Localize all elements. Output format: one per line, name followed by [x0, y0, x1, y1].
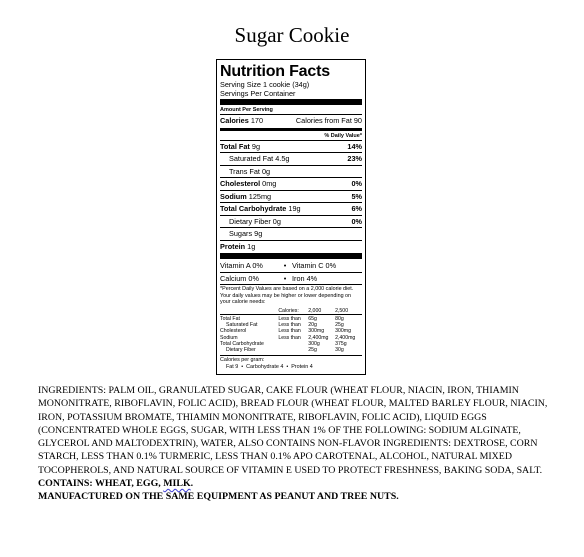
calories-row: [220, 114, 362, 127]
thick-divider: [220, 99, 362, 105]
vitamin-row: Calcium 0% • Iron 4%: [220, 272, 362, 285]
table-row: Dietary Fiber 25g 30g: [226, 347, 344, 353]
table-row: Cholesterol Less than 300mg 300mg: [220, 328, 351, 335]
nutrient-row-protein: Protein 1g: [220, 240, 362, 253]
nutrient-row-cholesterol: Cholesterol 0mg 0%: [220, 179, 362, 188]
page-title: Sugar Cookie: [234, 23, 350, 47]
nutrient-row-total-fat: Total Fat 9g 14%: [220, 141, 362, 151]
nutrient-row-sodium: Sodium 125mg 5%: [220, 191, 362, 201]
bullet-icon: •: [283, 261, 287, 270]
nutrient-row-dietary-fiber: Dietary Fiber 0g 0%: [220, 215, 362, 228]
calories-per-gram: Calories per gram: Fat 9 • Carbohydrate 4 • Protein 4: [220, 355, 362, 370]
ingredients-section: [38, 384, 550, 504]
vitamin-row: Vitamin A 0% • Vitamin C 0%: [220, 261, 337, 270]
nutrient-row-saturated-fat: Saturated Fat 4.5g 23%: [220, 152, 362, 165]
calories-per-gram-values: Fat 9 • Carbohydrate 4 • Protein 4: [226, 363, 313, 370]
nutrition-facts-title: Nutrition Facts: [220, 63, 330, 80]
table-row: Total Fat Less than 65g 80g: [220, 315, 344, 322]
calories-from-fat: Calories from Fat 90: [295, 116, 362, 125]
nutrient-row-sugars: Sugars 9g: [220, 227, 362, 240]
daily-value-footnote: *Percent Daily Values are based on a 2,000 calorie diet. Your daily values may be higher or lower depending on your calorie needs:: [220, 286, 354, 306]
medium-divider: [220, 128, 362, 131]
spellcheck-underlined-word: MILK: [163, 478, 191, 490]
serving-size: Serving Size 1 cookie (34g): [220, 80, 310, 89]
nutrient-row-total-carbohydrate: Total Carbohydrate 19g 6%: [220, 204, 362, 213]
table-row: Sodium Less than 2,400mg 2,400mg: [220, 334, 356, 341]
nutrient-row-trans-fat: Trans Fat 0g: [220, 165, 362, 178]
ingredients-text: INGREDIENTS: PALM OIL, GRANULATED SUGAR, CAKE FLOUR (WHEAT FLOUR, NIACIN, IRON, THIAMIN MONONITRATE, RIBOFLAVIN, FOLIC ACID), BREAD FLOUR (WHEAT FLOUR, MALTED BARLEY FLOUR, NIACIN, IRON, POTASSIUM BROMATE, THIAMIN MONONITRATE, RIBOFLAVIN, FOLIC ACID), LIQUID EGGS (CONCENTRATED WHOLE EGGS, SUGAR, WITH LESS THAN 1% OF THE FOLLOWING: SODIUM ALGINATE, GLYCEROL AND MALTODEXTRIN), WATER, ALSO CONTAINS NON-FLAVOR INGREDIENTS: DEXTROSE, CORN STARCH, LESS THAN 0.1% TURMERIC, LESS THAN 0.1% APO CAROTENAL, ALCOHOL, NATURAL MIXED TOCOPHEROLS, AND NATURAL SOURCE OF VITAMIN E USED TO PROTECT FRESHNESS, BAKING SODA, SALT.: [38, 385, 548, 476]
bullet-icon: •: [283, 273, 287, 283]
manufacturing-note: MANUFACTURED ON THE SAME EQUIPMENT AS PEANUT AND TREE NUTS.: [38, 491, 399, 503]
thick-divider: [220, 253, 362, 259]
table-row: Saturated Fat Less than 20g 25g: [226, 322, 344, 329]
daily-value-header: % Daily Value*: [324, 132, 362, 139]
calories-value: 170: [250, 116, 264, 125]
table-header-row: Calories: 2,000 2,500: [220, 308, 362, 315]
calories-label: Calories: [220, 116, 249, 125]
daily-values-table: [220, 308, 362, 353]
servings-per-container: Servings Per Container: [220, 89, 296, 98]
nutrition-facts-label: [216, 59, 366, 375]
divider: [220, 284, 362, 285]
allergen-contains: CONTAINS: WHEAT, EGG, MILK.: [38, 478, 194, 490]
amount-per-serving: Amount Per Serving: [220, 107, 273, 113]
table-row: Total Carbohydrate 300g 375g: [220, 340, 347, 347]
